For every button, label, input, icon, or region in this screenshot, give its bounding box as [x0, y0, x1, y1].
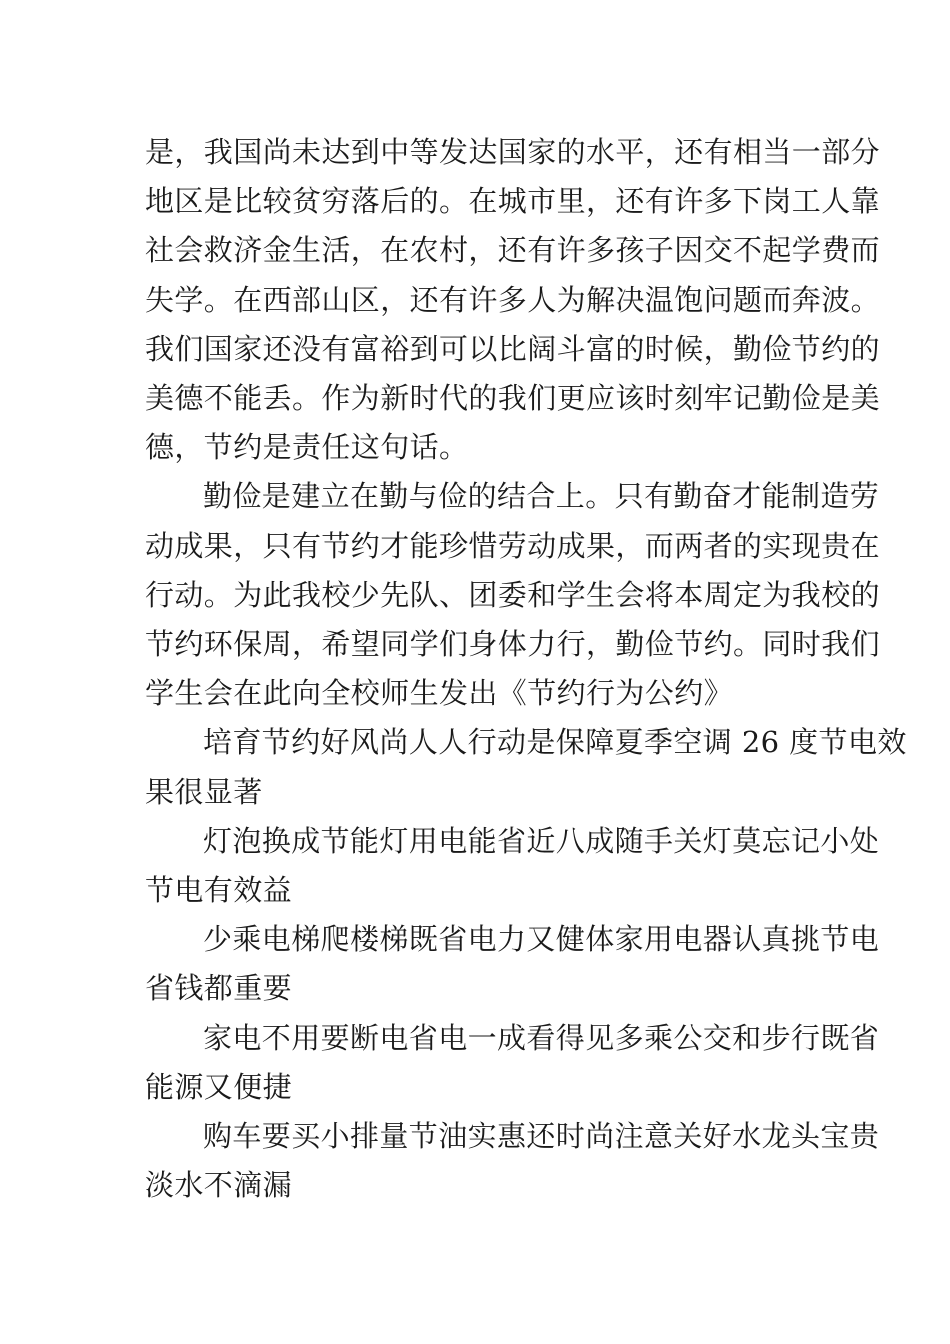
text-line: 家电不用要断电省电一成看得见多乘公交和步行既省: [203, 1020, 880, 1055]
text-line: 少乘电梯爬楼梯既省电力又健体家用电器认真挑节电: [203, 922, 880, 957]
text-line: 能源又便捷: [145, 1069, 293, 1104]
paragraph: [145, 128, 881, 472]
text-line: 学生会在此向全校师生发出《节约行为公约》: [145, 676, 734, 711]
text-line: 省钱都重要: [145, 971, 293, 1006]
text-line: 淡水不滴漏: [145, 1168, 293, 1203]
text-line: 培育节约好风尚人人行动是保障夏季空调 26 度节电效: [203, 725, 907, 760]
paragraph: [145, 817, 880, 915]
text-line: 灯泡换成节能灯用电能省近八成随手关灯莫忘记小处: [203, 823, 880, 858]
text-line: 行动。为此我校少先队、团委和学生会将本周定为我校的: [145, 577, 881, 612]
text-line: 节约环保周，希望同学们身体力行，勤俭节约。同时我们: [145, 627, 881, 662]
document-body: [145, 128, 907, 1210]
text-line: 地区是比较贫穷落后的。在城市里，还有许多下岗工人靠: [145, 184, 881, 219]
paragraph: [145, 718, 907, 816]
text-line: 失学。在西部山区，还有许多人为解决温饱问题而奔波。: [145, 282, 881, 317]
text-line: 社会救济金生活，在农村，还有许多孩子因交不起学费而: [145, 233, 881, 268]
text-line: 节电有效益: [145, 873, 293, 908]
paragraph: [145, 1112, 880, 1210]
text-line: 我们国家还没有富裕到可以比阔斗富的时候，勤俭节约的: [145, 331, 881, 366]
text-line: 勤俭是建立在勤与俭的结合上。只有勤奋才能制造劳: [203, 479, 880, 514]
text-line: 美德不能丢。作为新时代的我们更应该时刻牢记勤俭是美: [145, 381, 881, 416]
paragraph: [145, 915, 880, 1013]
text-line: 果很显著: [145, 774, 263, 809]
text-line: 购车要买小排量节油实惠还时尚注意关好水龙头宝贵: [203, 1119, 880, 1154]
text-line: 动成果，只有节约才能珍惜劳动成果，而两者的实现贵在: [145, 528, 881, 563]
paragraph: [145, 472, 881, 718]
paragraph: [145, 1014, 880, 1112]
text-line: 是，我国尚未达到中等发达国家的水平，还有相当一部分: [145, 135, 881, 169]
text-line: 德，节约是责任这句话。: [145, 430, 469, 465]
